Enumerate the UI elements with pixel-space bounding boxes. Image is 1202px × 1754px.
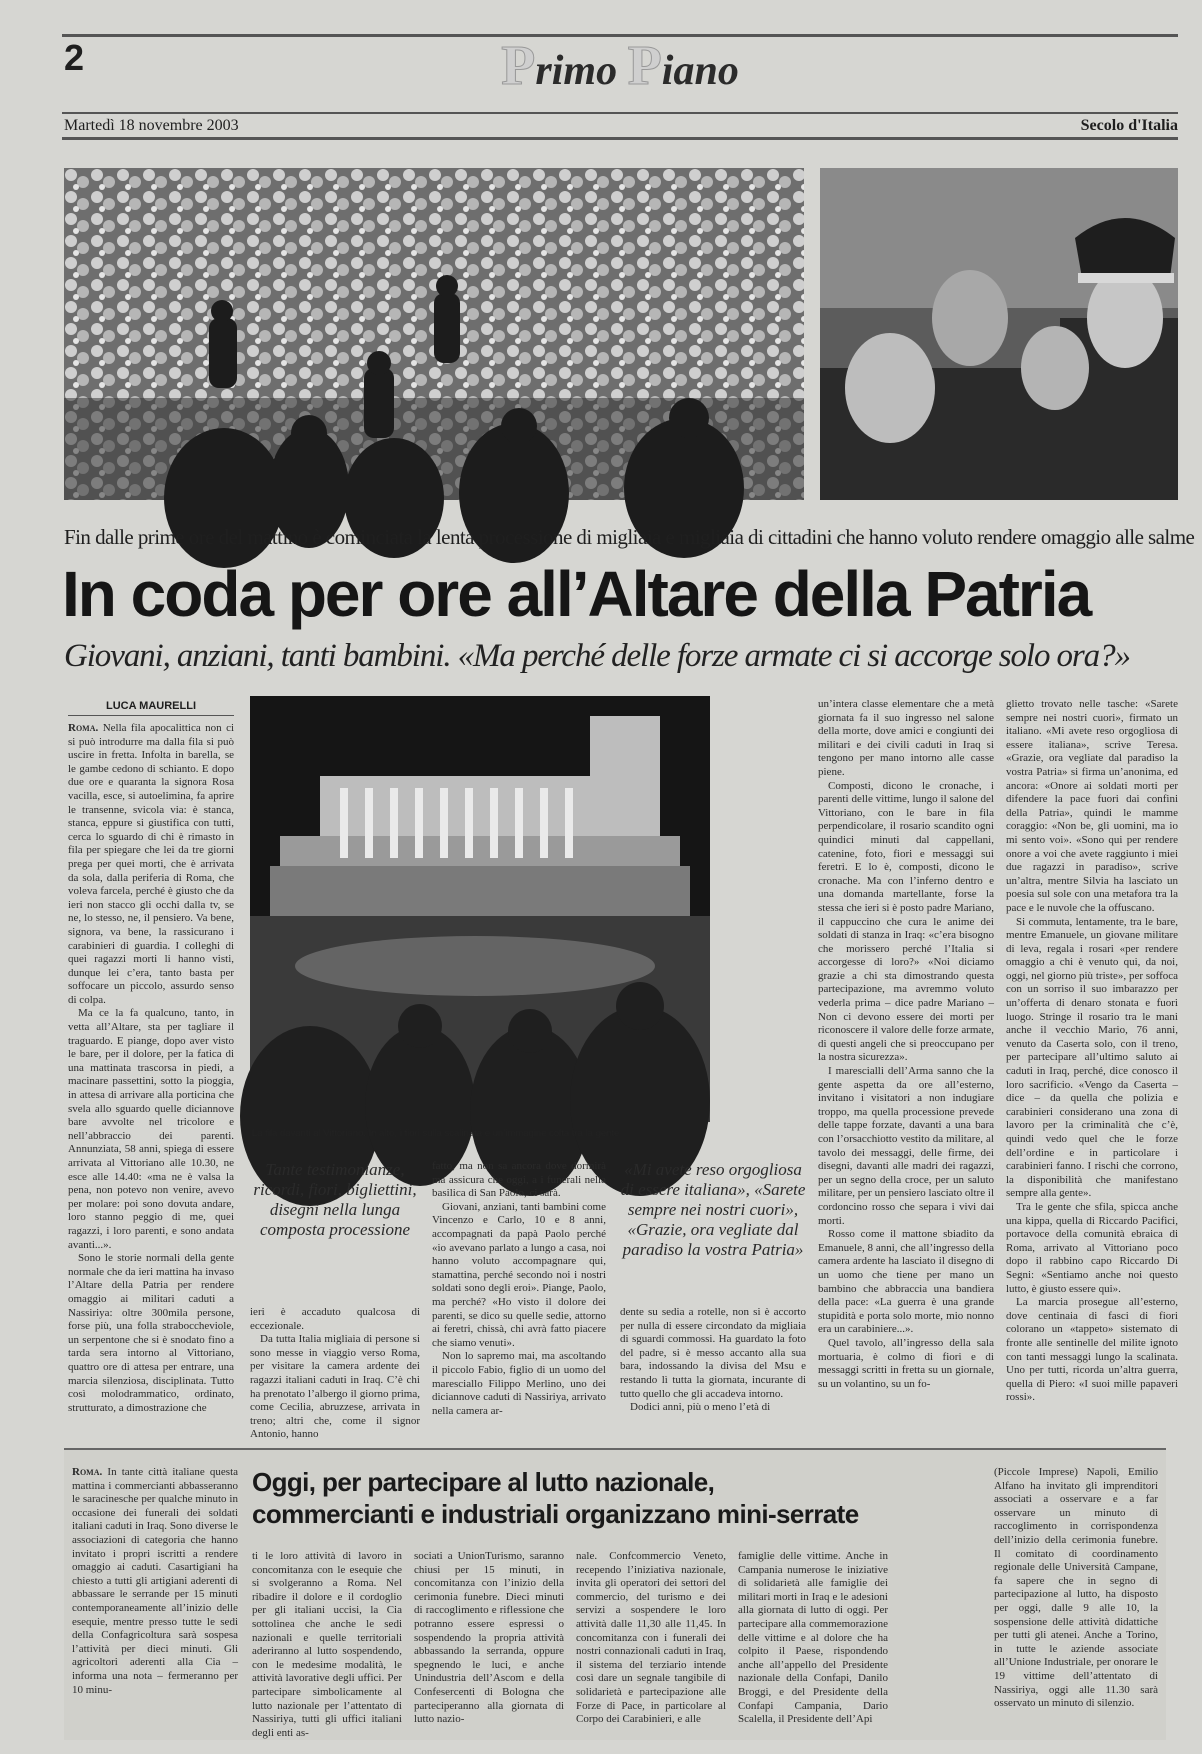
- article-col5-e: Quel tavolo, all’ingresso della sala mortuaria, è colmo di fiori e di messaggi scritti in fretta su un giornale, su un volantino, su un fo-: [818, 1336, 994, 1390]
- box-headline: [252, 1466, 952, 1530]
- article-col6-b: Si commuta, lentamente, tra le bare, mentre Emanuele, un giovane militare di leva, regala i rosari «per rendere omaggio a chi è venuto qui, da noi, oggi, nel giorno più triste», per soffoca con un sorriso il suo imbarazzo per un’offerta di denaro stonata e fuori luogo. Stringe il rosario tra le mani anche il vecchio Mario, 76 anni, venuto da Caserta solo, con il treno, per partecipare all’ultimo saluto ai caduti in Iraq, perché, dice conosco il loro sacrificio. «Vengo da Caserta – dice – da quella che polizia e carabinieri considerano una zona di lavoro per la criminalità che c’è, quindi vedo quel che le forze dell’ordine e in particolare i carabinieri fanno. I rischi che corrono, la disponibilità che manifestano sempre alla gente».: [1006, 915, 1178, 1200]
- article-col5-b: Composti, dicono le cronache, i parenti delle vittime, lungo il salone del Vittoriano, con le bare in fila perpendicolare, il rosario scandito ogni quindici minuti dal cappellani, catenine, foto, fiori e messaggi sui feretri. E lo è, composti, dicono le cronache. Ma con l’inferno dentro e una domanda martellante, forse la stessa che ieri si è posto padre Mariano, il cappuccino che cura le anime dei soldati di stanza in Iraq: «c’era bisogno che morissero perché l’Italia si accorgesse di loro?» «Noi diciamo grazie a chi sta dimostrando questa partecipazione, ma avremmo voluto vederla prima – dice padre Mariano – Non ci devono essere dei morti per riconoscere il valore delle forze armate, di questi angeli che si preoccupano per la nostra sicurezza».: [818, 779, 994, 1064]
- box-col4-text: nale. Confcommercio Veneto, recependo l’iniziativa nazionale, invita gli operatori dei settori del commercio, del turismo e dei servizi a sospendere le loro attività dalle 11,30 alle 11,45. In concomitanza con i funerali dei nostri connazionali caduti in Iraq, il sistema del terziario intende così dare un segnale tangibile di solidarietà e partecipazione alle Forze di Pace, in particolare al Corpo dei Carabinieri, e alle: [576, 1550, 726, 1726]
- box-column-6: [994, 1466, 1158, 1730]
- box-headline-line-2: commercianti e industriali organizzano mini-serrate: [252, 1499, 859, 1529]
- box-headline-line-1: Oggi, per partecipare al lutto nazionale,: [252, 1467, 715, 1497]
- box-col6-text: (Piccole Imprese) Napoli, Emilio Alfano ha invitato gli imprenditori associati a osservare e a far osservare un minuto di raccoglimento in corrispondenza dell’inizio della cerimonia funebre. Il comitato di coordinamento regionale delle Università Campane, fa sapere che in segno di partecipazione al lutto, ha disposto per oggi, dalle 9 alle 10, la sospensione delle attività didattiche per tutti gli atenei. Anche a Torino, in tutte le aziende associate all’Unione Industriale, per onorare le 19 vittime dell’attentato di Nassiriya, oggi alle 11.30 sarà osservato un minuto di silenzio.: [994, 1466, 1158, 1710]
- headline: In coda per ore all’Altare della Patria: [62, 558, 1091, 630]
- section-cap-2: P: [627, 35, 662, 97]
- article-column-5: [818, 698, 994, 1430]
- photo-caption: La fila davanti al Vittoriano. In alto, i fiori sulla scalinata e un’immagine colta tra la gente: [252, 1128, 620, 1139]
- box-col2-text: ti le loro attività di lavoro in concomitanza con le esequie che si svolgeranno a Roma. Nel ribadire il dolore e il cordoglio per gli italiani uccisi, la Cia sottolinea che anche le sedi nazionali e quelle territoriali aderiranno al lutto sospendendo, con le medesime modalità, le attività lavorative degli uffici. Per partecipare simbolicamente al lutto nazionale per l’attentato di Nassiriya, tutti gli uffici italiani degli enti as-: [252, 1550, 402, 1739]
- article-col6-d: La marcia prosegue all’esterno, dove centinaia di fasci di fiori colorano un «tappeto» sistemato di fronte alle sentinelle del milite ignoto con tanti messaggi lungo la scalinata. Uno per tutti, ricorda un’altra guerra, quella di Piero: «I suoi mille papaveri rossi».: [1006, 1296, 1178, 1404]
- box-column-5: [738, 1550, 888, 1730]
- box-dateline-city: Roma.: [72, 1466, 103, 1478]
- section-title: [470, 35, 770, 99]
- photo-vittoriano-queue: [250, 696, 710, 1122]
- dateline: Martedì 18 novembre 2003: [64, 117, 239, 134]
- article-col3-a: fatto, ma non sa ancora dove dormirà ma assicura che oggi, a i funerali nella basilica di San Paolo, ci sarà.: [432, 1160, 606, 1200]
- section-cap-1: P: [501, 35, 536, 97]
- byline: LUCA MAURELLI: [68, 700, 234, 716]
- pull-quote-messages: «Mi avete reso orgogliosa di essere italiana», «Sarete sempre nei nostri cuori», «Grazie, ora vegliate dal paradiso la vostra Patria»: [620, 1160, 806, 1259]
- photo-crowd-faces: [820, 168, 1178, 500]
- section-word-2: iano: [661, 48, 739, 94]
- article-col5-c: I marescialli dell’Arma sanno che la gente aspetta da ore all’esterno, invitano i visitatori a non indugiare troppo, ma quella processione prevede delle tappe forzate, davanti a una bara con l’orsacchiotto vestito da militare, al tavolo dei messaggi, delle firme, dei disegni, davanti alle madri dei ragazzi, per un segno della croce, per un saluto militare, per un pensiero lasciato oltre il cordoncino rosso che separa i vivi dai morti.: [818, 1065, 994, 1227]
- article-col3-b: Giovani, anziani, tanti bambini come Vincenzo e Carlo, 10 e 8 anni, accompagnati da papà Paolo perché «io avevano parlato a lungo a casa, noi hanno voluto accompagnare qui, stamattina, perché secondo noi i nostri soldati sono degli eroi». Piange, Paolo, ma perché? «Ho visto il dolore dei parenti, se dico su quelle sedie, attorno ai feretri, chissà, chi avrà fatto piacere che siamo venuti».: [432, 1200, 606, 1349]
- box-col5-text: famiglie delle vittime. Anche in Campania numerose le iniziative di solidarietà alle famiglie dei militari morti in Iraq e le adesioni alla giornata di lutto di oggi. Per partecipare alla commemorazione delle vittime e al dolore che ha colpito il Paese, rispondendo anche all’appello del Presidente nazionale della Confapi, Danilo Broggi, e del Presidente della Confapi Campania, Dario Scalella, il Presidente dell’Api: [738, 1550, 888, 1726]
- subheadline: Giovani, anziani, tanti bambini. «Ma perché delle forze armate ci si accorge solo ora?»: [64, 638, 1130, 674]
- article-col6-c: Tra le gente che sfila, spicca anche una kippa, quella di Riccardo Pacifici, portavoce della comunità ebraica di Roma, arrivato al Vittoriano poco dopo il rabbino capo Riccardo Di Segni: «Sentiamo anche noi questo lutto, è giusto essere qui».: [1006, 1200, 1178, 1295]
- article-column-4: [620, 1306, 806, 1430]
- article-col2-b: Da tutta Italia migliaia di persone si sono messe in viaggio verso Roma, per visitare la camera ardente dei ragazzi italiani caduti in Iraq. C’è chi ha prenotato l’albergo il giorno prima, come Cecilia, abruzzese, arrivata in treno; altri che, come il signor Antonio, hanno: [250, 1333, 420, 1441]
- box-column-1: [72, 1466, 238, 1730]
- article-column-6: [1006, 698, 1178, 1430]
- article-col1-a: Nella fila apocalittica non ci si può introdurre ma dalla fila si può uscire in fretta. Infolta in barella, se le gambe cedono di schianto. E dopo due ore e quaranta la signora Rosa vacilla, esce, si autoelimina, fa aprire le transenne, svicola via: è stanca, stanca, eppure si giustifica con tutti, cerca lo sguardo di chi è rimasto in fila per spiegare che lei da tre giorni prega per quei morti, che è arrivata da sola, dalla periferia di Roma, che voleva farcela, perché è giusto che da ieri non stacco gli occhi dalla tv, se ne, lo stesso, ne, il pensiero. Va bene, signora, va bene, la rassicurano i carabinieri di guardia. I colleghi di quei ragazzi morti li hanno visti, dunque lei c’era, tanto basta per soffocare un piccolo, assurdo senso di colpa.: [68, 722, 235, 1006]
- article-column-2: [250, 1306, 420, 1441]
- box-col3-text: sociati a UnionTurismo, saranno chiusi per 15 minuti, in concomitanza con l’inizio della cerimonia funebre. Dieci minuti di raccoglimento e riflessione che potranno essere espressi o sospendendo la propria attività abbassando la serranda, oppure spegnendo le luci, e anche Unindustria dell’Ascom e della Confesercenti di Bologna che parteciperanno alla giornata di lutto nazio-: [414, 1550, 564, 1726]
- pull-quote-testimonials: Tante testimonianze, ricordi, fiori, bigliettini, disegni nella lunga composta processione: [253, 1160, 417, 1239]
- article-col5-a: un’intera classe elementare che a metà giornata fa il suo ingresso nel salone della morte, dove amici e congiunti dei militari e dei civili caduti in Iraq si tengono per mano intorno alle casse piene.: [818, 698, 994, 778]
- article-col1-c: Sono le storie normali della gente normale che da ieri mattina ha invaso l’Altare della Patria per rendere omaggio ai militari caduti a Nassiriya: oltre 300mila persone, forse più, una folla straboccheviole, un serpentone che si è snodato fino a tarda sera intorno al Vittoriano, quattro ore di attesa per entrare, una marcia silenziosa, disciplinata. Tutto così molodrammatico, ordinato, strutturato, a dimostrazione che: [68, 1252, 234, 1414]
- header-rule-bottom: [62, 137, 1178, 140]
- header-rule-top: [62, 112, 1178, 114]
- article-column-1: [68, 722, 234, 1430]
- box-column-3: [414, 1550, 564, 1730]
- article-col4-a: dente su sedia a rotelle, non si è accorto per nulla di essere circondato da migliaia di sguardi commossi. Ha guardato la foto del padre, si è messo accanto alla sua bara, indossando la divisa del Msu e restando lì tutta la giornata, incurante di tutto quello che gli accadeva intorno.: [620, 1306, 806, 1400]
- newspaper-name: Secolo d'Italia: [1080, 117, 1178, 134]
- article-col4-b: Dodici anni, più o meno l’età di: [630, 1401, 771, 1414]
- box-col1-text: In tante città italiane questa mattina i commercianti abbasseranno le saracinesche per qualche minuto in occasione dei funerali dei soldati italiani caduti in Iraq. Sono diverse le associazioni di categoria che hanno invitato i propri iscritti a rendere omaggio ai caduti. Casartigiani ha chiesto a tutti gli artigiani aderenti di abbassare le serrande per 15 minuti contemporaneamente all’inizio delle esequie, mentre presso tutte le sedi della Confagricoltura sarà sospesa l’attività per dieci minuti. Gli agricoltori aderenti alla Cia – informa una nota – fermeranno per 10 minu-: [72, 1466, 239, 1696]
- article-col5-d: Rosso come il mattone sbiadito da Emanuele, 8 anni, che all’ingresso della camera ardente ha lasciato il disegno di un uomo che tiene per mano un bambino che abbraccia una bandiera della pace: «La guerra è una grande stupidità e porta solo morte, mio nonno era un carabiniere...».: [818, 1228, 994, 1336]
- article-col1-b: Ma ce la fa qualcuno, tanto, in vetta all’Altare, sta per tagliare il traguardo. E piange, dopo aver visto le bare, per il dolore, per la fatica di una mattinata trascorsa in piedi, a macinare passettini, sotto la pioggia, in attesa di arrivare alla porticina che svela allo sguardo quelle diciannove bare avvolte nel tricolore e nell’abbraccio dei parenti. Annunziata, 58 anni, spiega di essere arrivata al Vittoriano alle 10.30, ne esce alle 14.40: «ma ne è valsa la pena, non potevo non venire, avevo per molare: poi sono dovuta andare, loro stanno peggio di me, quei ragazzi, i loro parenti, e sono andata avanti...».: [68, 1007, 234, 1251]
- section-word-1: rimo: [535, 48, 618, 94]
- box-column-4: [576, 1550, 726, 1730]
- article-col2-a: ieri è accaduto qualcosa di eccezionale.: [250, 1306, 420, 1332]
- photo-flowers-stairs: [64, 168, 804, 500]
- article-column-3: [432, 1160, 606, 1430]
- top-rule: [62, 34, 1178, 37]
- kicker: Fin dalle prime ore del mattino è cominciata la lenta processione di migliaia e migliaia di cittadini che hanno voluto rendere omaggio alle salme: [64, 525, 1195, 549]
- article-col6-a: glietto trovato nelle tasche: «Sarete sempre nei nostri cuori», firmato un italiano. «Mi avete reso orgogliosa di essere italiana», scrive Teresa. «Grazie, ora vegliate dal paradiso la vostra Patria» si firma un’anonima, ed ancora: «Onore ai soldati morti per difendere la pace fuori dai confini della Patria», quindi le mamme coraggio: «Non be, gli uomini, ma io mi sento voi». «Sono qui per rendere onore a voi che avete raggiunto i miei due ragazzi in paradiso», scrive un’altra, mentre Silvia ha lasciato un poesia sul sole con una metafora tra la pace e le nuvole che la offuscano.: [1006, 698, 1178, 914]
- article-col3-c: Non lo sapremo mai, ma ascoltando il piccolo Fabio, figlio di un uomo del maresciallo Filippo Merlino, uno dei diciannove caduti di Nassiriya, arrivato nella camera ar-: [432, 1350, 606, 1417]
- box-column-2: [252, 1550, 402, 1739]
- dateline-city: Roma.: [68, 722, 99, 734]
- page-number: 2: [64, 37, 85, 78]
